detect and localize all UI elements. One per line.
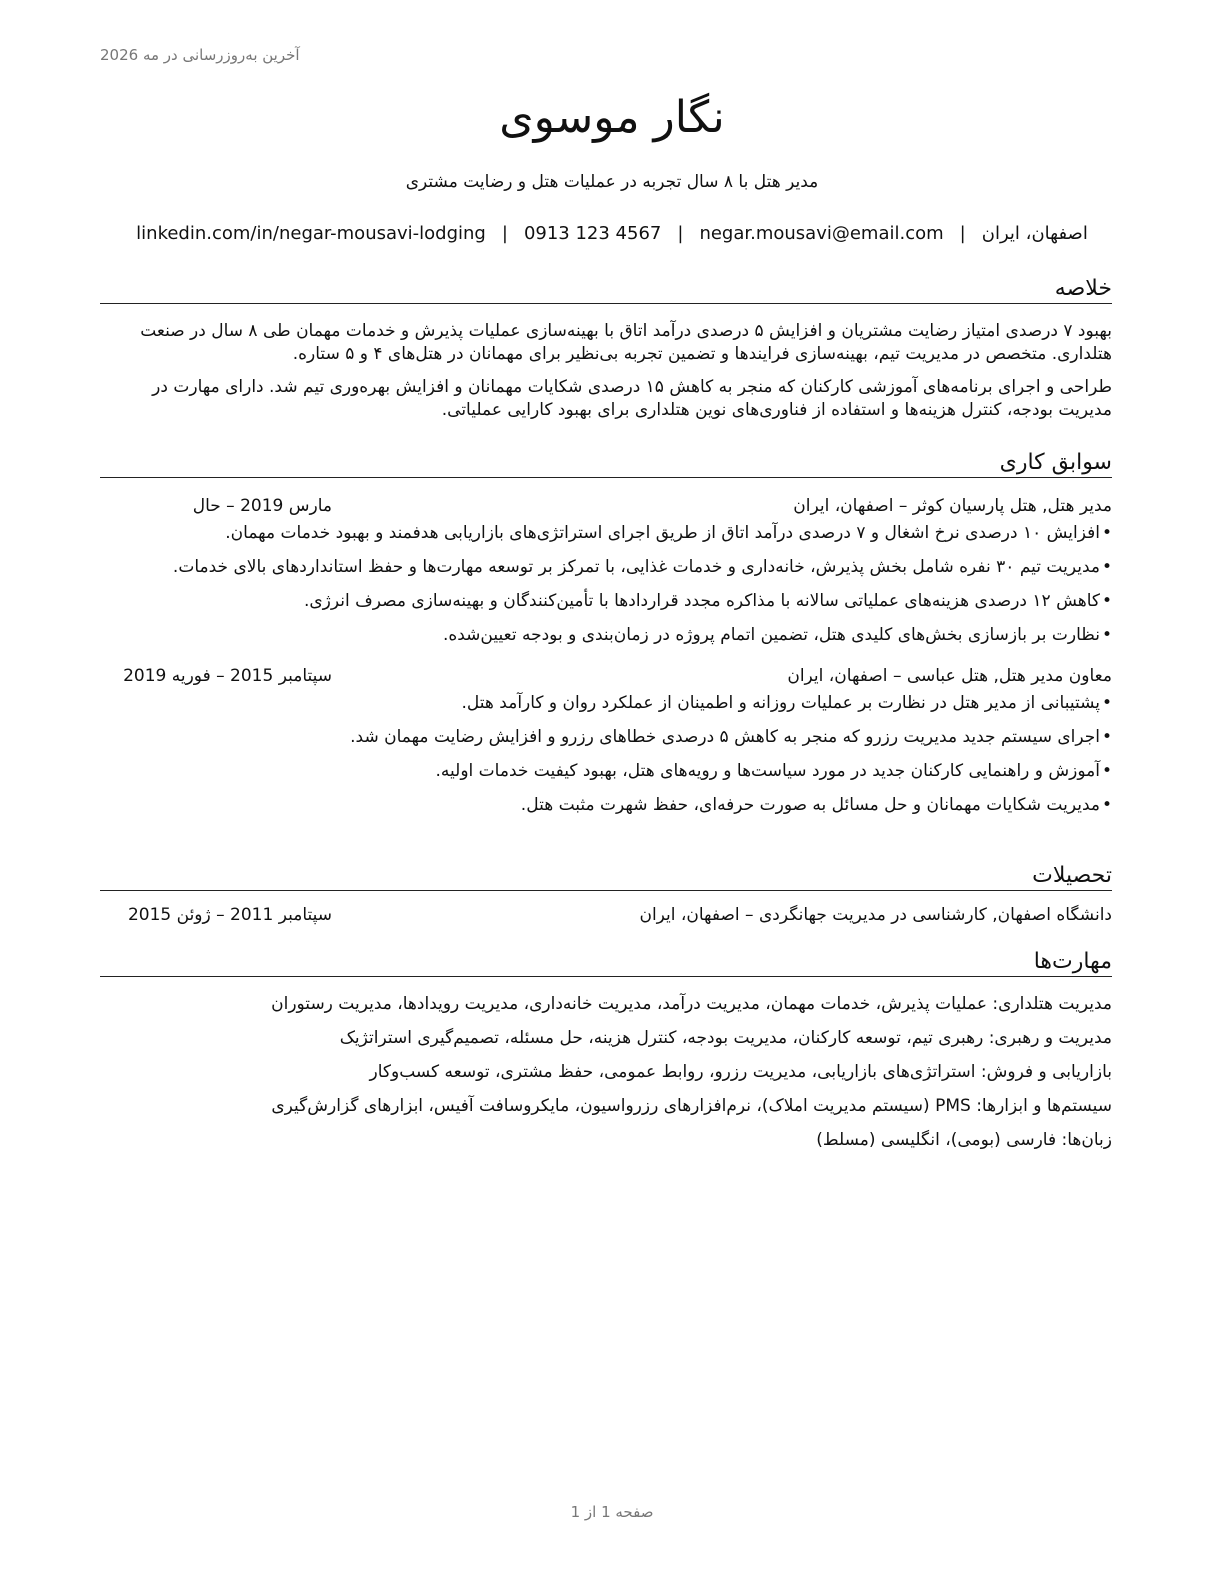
contact-separator: | <box>677 223 684 244</box>
list-item: •کاهش ۱۲ درصدی هزینه‌های عملیاتی سالانه با مذاکره مجدد قراردادها با تأمین‌کنندگان و بهینه‌سازی مصرف انرژی. <box>303 591 1112 611</box>
skill-line: مدیریت و رهبری: رهبری تیم، توسعه کارکنان، مدیریت بودجه، کنترل هزینه، حل مسئله، تصمیم‌گیری استراتژیک <box>339 1028 1112 1048</box>
skills-list <box>100 993 1112 1151</box>
section-title-summary: خلاصه <box>100 276 1112 304</box>
bullet-icon: • <box>1101 557 1112 577</box>
list-item: •مدیریت شکایات مهمانان و حل مسائل به صورت حرفه‌ای، حفظ شهرت مثبت هتل. <box>520 795 1112 815</box>
job-header <box>100 664 1112 690</box>
education-section <box>100 863 1112 929</box>
contact-separator: | <box>959 223 966 244</box>
job-title: مدیر هتل, هتل پارسیان کوثر – اصفهان، ایران <box>793 496 1112 516</box>
list-item: •اجرای سیستم جدید مدیریت رزرو که منجر به کاهش ۵ درصدی خطاهای رزرو و افزایش رضایت مهمان شد. <box>350 727 1112 747</box>
section-title-experience: سوابق کاری <box>100 450 1112 478</box>
page-number: صفحه 1 از 1 <box>570 1503 654 1521</box>
job-title: معاون مدیر هتل, هتل عباسی – اصفهان، ایران <box>787 666 1112 686</box>
section-title-skills: مهارت‌ها <box>100 949 1112 977</box>
list-item: •آموزش و راهنمایی کارکنان جدید در مورد سیاست‌ها و رویه‌های هتل، بهبود کیفیت خدمات اولیه. <box>435 761 1112 781</box>
skill-line: زبان‌ها: فارسی (بومی)، انگلیسی (مسلط) <box>816 1130 1112 1150</box>
section-title-education: تحصیلات <box>100 863 1112 891</box>
education-entry <box>100 903 1112 929</box>
summary-paragraph: طراحی و اجرای برنامه‌های آموزشی کارکنان که منجر به کاهش ۱۵ درصدی شکایات مهمانان و افزایش بهره‌وری تیم شد. دارای مهارت در مدیریت بودجه، کنترل هزینه‌ها و استفاده از فناوری‌های نوین هتلداری برای بهبود کارایی عملیاتی. <box>152 377 1112 420</box>
job-bullets <box>100 692 1112 816</box>
skill-line: بازاریابی و فروش: استراتژی‌های بازاریابی، مدیریت رزرو، روابط عمومی، حفظ مشتری، توسعه کسب‌وکار <box>369 1062 1112 1082</box>
job-dates: سپتامبر 2015 – فوریه 2019 <box>123 666 332 686</box>
bullet-icon: • <box>1101 727 1112 747</box>
list-item: •نظارت بر بازسازی بخش‌های کلیدی هتل، تضمین اتمام پروژه در زمان‌بندی و بودجه تعیین‌شده. <box>442 625 1112 645</box>
contact-location: اصفهان، ایران <box>981 223 1088 244</box>
bullet-icon: • <box>1101 625 1112 645</box>
job-bullets <box>100 522 1112 646</box>
bullet-icon: • <box>1101 523 1112 543</box>
bullet-icon: • <box>1101 693 1112 713</box>
job-entry <box>100 664 1112 816</box>
bullet-icon: • <box>1101 795 1112 815</box>
contact-phone[interactable]: 0913 123 4567 <box>523 223 662 244</box>
list-item: •پشتیبانی از مدیر هتل در نظارت بر عملیات روزانه و اطمینان از عملکرد روان و کارآمد هتل. <box>461 693 1112 713</box>
skills-section <box>100 949 1112 1163</box>
education-degree: دانشگاه اصفهان, کارشناسی در مدیریت جهانگردی – اصفهان، ایران <box>639 905 1112 925</box>
last-updated: آخرین به‌روزرسانی در مه 2026 <box>100 46 300 64</box>
list-item: •افزایش ۱۰ درصدی نرخ اشغال و ۷ درصدی درآمد اتاق از طریق اجرای استراتژی‌های بازاریابی هدفمند و بهبود خدمات مهمان. <box>225 523 1112 543</box>
bullet-icon: • <box>1101 591 1112 611</box>
person-name: نگار موسوی <box>499 92 725 143</box>
summary-paragraph: بهبود ۷ درصدی امتیاز رضایت مشتریان و افزایش ۵ درصدی درآمد اتاق با بهینه‌سازی عملیات پذیرش و خدمات مهمان طی ۸ سال در صنعت هتلداری. متخصص در مدیریت تیم، بهینه‌سازی فرایندها و تضمین تجربه بی‌نظیر برای مهمانان در هتل‌های ۴ و ۵ ستاره. <box>140 321 1112 364</box>
summary-section <box>100 276 1112 422</box>
job-header <box>100 494 1112 520</box>
contact-email[interactable]: negar.mousavi@email.com <box>699 223 944 244</box>
skill-line: مدیریت هتلداری: عملیات پذیرش، خدمات مهمان، مدیریت درآمد، مدیریت خانه‌داری، مدیریت رویدادها، مدیریت رستوران <box>271 994 1112 1014</box>
education-dates: سپتامبر 2011 – ژوئن 2015 <box>127 905 332 925</box>
contact-line <box>0 223 1224 244</box>
list-item: •مدیریت تیم ۳۰ نفره شامل بخش پذیرش، خانه‌داری و خدمات غذایی، با تمرکز بر توسعه مهارت‌ها و حفظ استانداردهای بالای خدمات. <box>172 557 1112 577</box>
contact-separator: | <box>501 223 508 244</box>
skill-line: سیستم‌ها و ابزارها: PMS (سیستم مدیریت املاک)، نرم‌افزارهای رزرواسیون، مایکروسافت آفیس، ابزارهای گزارش‌گیری <box>271 1096 1112 1116</box>
experience-section <box>100 450 1112 828</box>
job-dates: مارس 2019 – حال <box>192 496 332 516</box>
contact-linkedin[interactable]: linkedin.com/in/negar-mousavi-lodging <box>136 223 486 244</box>
bullet-icon: • <box>1101 761 1112 781</box>
job-entry <box>100 494 1112 646</box>
headline: مدیر هتل با ۸ سال تجربه در عملیات هتل و رضایت مشتری <box>405 172 819 192</box>
